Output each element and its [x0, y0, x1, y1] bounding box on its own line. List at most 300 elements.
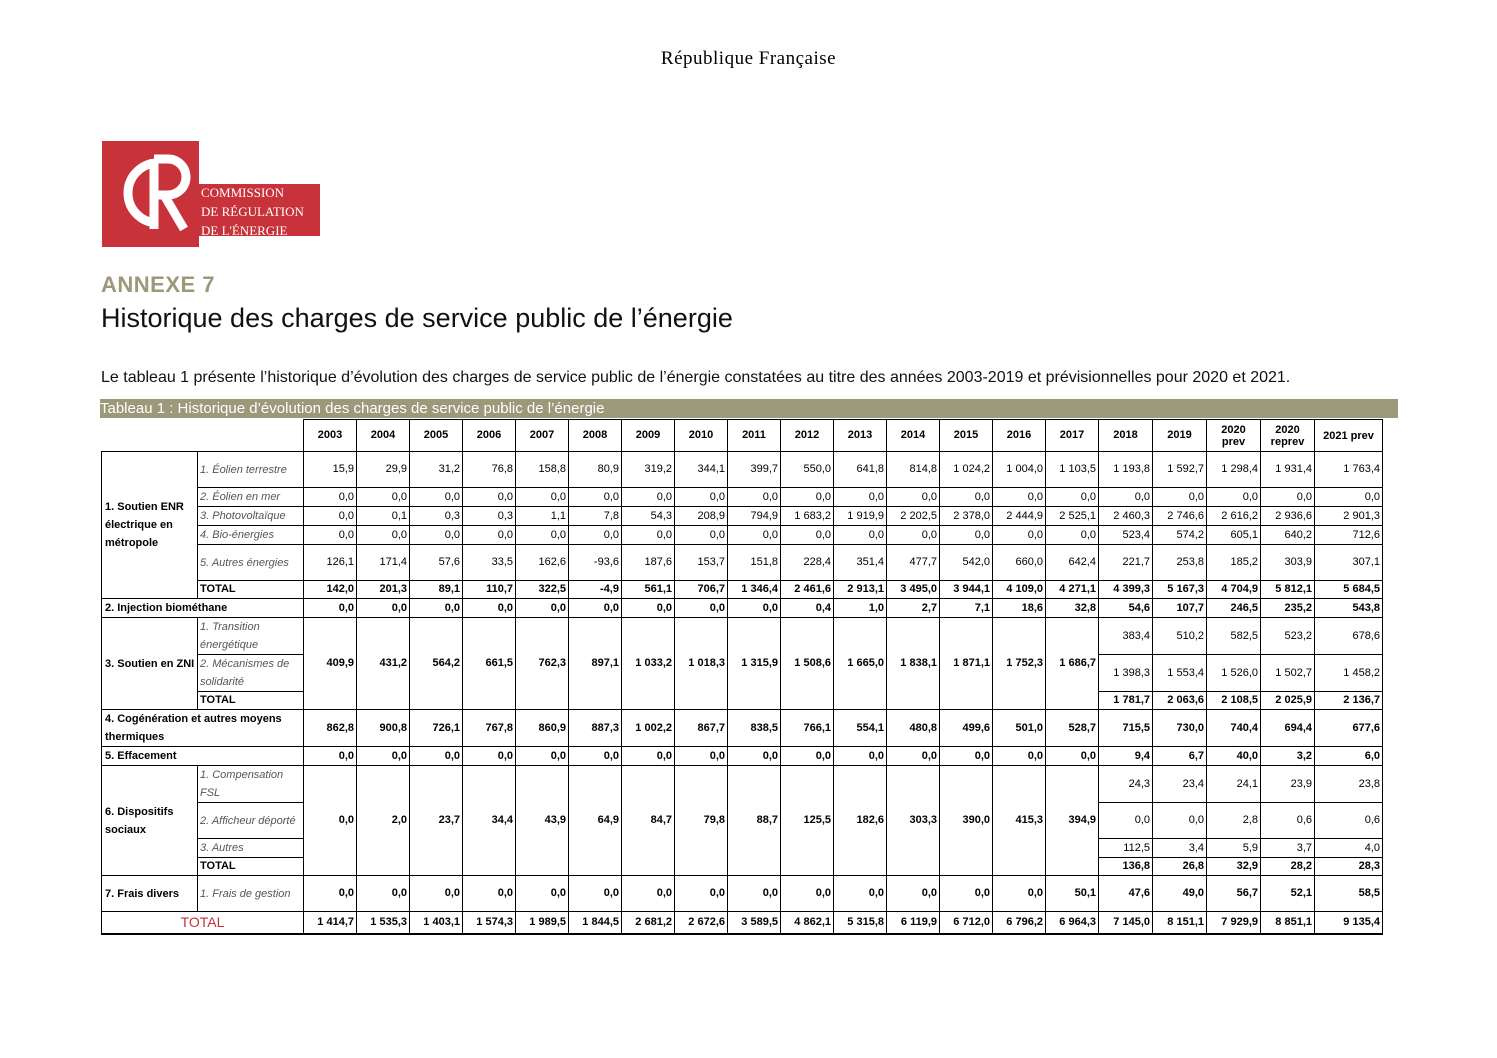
subcategory-label: 1. Compensation FSL	[198, 766, 304, 803]
table-cell: 0,0	[410, 526, 463, 545]
table-cell: 0,0	[1315, 488, 1383, 507]
table-cell: -93,6	[569, 545, 622, 581]
table-cell: 0,0	[781, 526, 834, 545]
table-cell: 171,4	[357, 545, 410, 581]
table-cell: 58,5	[1315, 876, 1383, 912]
table-cell: 0,0	[569, 488, 622, 507]
table-cell: 582,5	[1207, 618, 1261, 655]
table-cell: 1 592,7	[1153, 452, 1207, 488]
table-cell: 660,0	[993, 545, 1046, 581]
table-row	[102, 420, 1383, 452]
table-cell: 0,0	[622, 876, 675, 912]
table-cell: 1,1	[516, 507, 569, 526]
table-cell: 2 525,1	[1046, 507, 1099, 526]
grand-total-cell: 7 929,9	[1207, 912, 1261, 934]
table-cell: 860,9	[516, 710, 569, 747]
table-cell: 344,1	[675, 452, 728, 488]
table-cell: 31,2	[410, 452, 463, 488]
grand-total-label: TOTAL	[102, 912, 304, 934]
table-cell: 303,9	[1261, 545, 1315, 581]
category-label: 2. Injection biométhane	[102, 599, 304, 618]
header-blank	[102, 420, 304, 452]
table-cell: 897,1	[569, 618, 622, 710]
year-header: 2006	[463, 420, 516, 452]
table-cell: 5 812,1	[1261, 581, 1315, 599]
year-header: 2004	[357, 420, 410, 452]
table-cell: 1 931,4	[1261, 452, 1315, 488]
table-cell: 3,2	[1261, 747, 1315, 766]
table-cell: 110,7	[463, 581, 516, 599]
table-cell: 49,0	[1153, 876, 1207, 912]
table-cell: 112,5	[1099, 839, 1153, 858]
table-cell: 0,0	[728, 876, 781, 912]
table-cell: 142,0	[304, 581, 357, 599]
table-cell: 151,8	[728, 545, 781, 581]
table-cell: 0,0	[834, 488, 887, 507]
table-cell: 89,1	[410, 581, 463, 599]
table-cell: 0,0	[304, 766, 357, 876]
table-cell: 246,5	[1207, 599, 1261, 618]
table-cell: 0,0	[622, 747, 675, 766]
year-header: 2015	[940, 420, 993, 452]
category-label: 4. Cogénération et autres moyens thermiques	[102, 710, 304, 747]
table-cell: 208,9	[675, 507, 728, 526]
table-cell: 0,0	[304, 526, 357, 545]
table-cell: 1 838,1	[887, 618, 940, 710]
table-cell: 390,0	[940, 766, 993, 876]
table-cell: 7,8	[569, 507, 622, 526]
year-header: 2018	[1099, 420, 1153, 452]
table-cell: 0,0	[569, 526, 622, 545]
table-row	[102, 710, 1383, 747]
table-cell: 0,0	[569, 876, 622, 912]
table-cell: 1 683,2	[781, 507, 834, 526]
table-cell: 79,8	[675, 766, 728, 876]
table-cell: 0,0	[1261, 488, 1315, 507]
table-cell: 543,8	[1315, 599, 1383, 618]
annexe-label: ANNEXE 7	[101, 272, 216, 297]
grand-total-cell: 5 315,8	[834, 912, 887, 934]
table-cell: 54,6	[1099, 599, 1153, 618]
table-cell: 0,0	[304, 876, 357, 912]
table-cell: 23,4	[1153, 766, 1207, 803]
table-cell: 542,0	[940, 545, 993, 581]
table-cell: 15,9	[304, 452, 357, 488]
table-row	[102, 747, 1383, 766]
table-cell: 201,3	[357, 581, 410, 599]
table-cell: 0,0	[357, 488, 410, 507]
table-cell: 1 781,7	[1099, 692, 1153, 710]
table-cell: 0,0	[887, 747, 940, 766]
year-header: 2005	[410, 420, 463, 452]
table-cell: 182,6	[834, 766, 887, 876]
grand-total-cell: 2 672,6	[675, 912, 728, 934]
year-header: 2014	[887, 420, 940, 452]
table-cell: 394,9	[1046, 766, 1099, 876]
table-cell: 2 108,5	[1207, 692, 1261, 710]
table-cell: 0,0	[887, 526, 940, 545]
table-row	[102, 507, 1383, 526]
table-cell: -4,9	[569, 581, 622, 599]
table-cell: 32,8	[1046, 599, 1099, 618]
grand-total-cell: 6 119,9	[887, 912, 940, 934]
table-cell: 0,0	[887, 488, 940, 507]
category-label: 5. Effacement	[102, 747, 304, 766]
table-cell: 0,0	[463, 488, 516, 507]
table-cell: 303,3	[887, 766, 940, 876]
table-cell: 0,0	[569, 599, 622, 618]
table-row	[102, 526, 1383, 545]
table-cell: 1 103,5	[1046, 452, 1099, 488]
subcategory-label: 2. Mécanismes de solidarité	[198, 655, 304, 692]
table-cell: 307,1	[1315, 545, 1383, 581]
table-cell: 2,7	[887, 599, 940, 618]
table-cell: 0,0	[304, 599, 357, 618]
table-cell: 235,2	[1261, 599, 1315, 618]
table-cell: 409,9	[304, 618, 357, 710]
table-cell: 528,7	[1046, 710, 1099, 747]
subcategory-label: 1. Transition énergétique	[198, 618, 304, 655]
table-cell: 2 063,6	[1153, 692, 1207, 710]
table-cell: 0,0	[516, 747, 569, 766]
grand-total-cell: 8 151,1	[1153, 912, 1207, 934]
table-cell: 0,3	[410, 507, 463, 526]
table-cell: 383,4	[1099, 618, 1153, 655]
table-cell: 4 704,9	[1207, 581, 1261, 599]
table-cell: 253,8	[1153, 545, 1207, 581]
table-cell: 228,4	[781, 545, 834, 581]
table-cell: 399,7	[728, 452, 781, 488]
table-cell: 0,0	[1207, 488, 1261, 507]
grand-total-cell: 1 989,5	[516, 912, 569, 934]
table-cell: 64,9	[569, 766, 622, 876]
table-cell: 351,4	[834, 545, 887, 581]
table-cell: 605,1	[1207, 526, 1261, 545]
page-title: Historique des charges de service public de l’énergie	[101, 303, 733, 333]
grand-total-cell: 6 964,3	[1046, 912, 1099, 934]
table-caption: Tableau 1 : Historique d’évolution des charges de service public de l’énergie	[100, 399, 1398, 418]
table-cell: 2 746,6	[1153, 507, 1207, 526]
table-row	[102, 599, 1383, 618]
table-cell: 2 936,6	[1261, 507, 1315, 526]
category-label: 7. Frais divers	[102, 876, 198, 912]
table-cell: 1 346,4	[728, 581, 781, 599]
table-cell: 564,2	[410, 618, 463, 710]
subcategory-label: TOTAL	[198, 858, 304, 876]
table-cell: 706,7	[675, 581, 728, 599]
table-cell: 0,0	[728, 747, 781, 766]
table-cell: 84,7	[622, 766, 675, 876]
year-header: 2013	[834, 420, 887, 452]
table-cell: 1 024,2	[940, 452, 993, 488]
table-cell: 6,7	[1153, 747, 1207, 766]
table-cell: 740,4	[1207, 710, 1261, 747]
year-header: 2020 reprev	[1261, 420, 1315, 452]
table-cell: 0,0	[675, 747, 728, 766]
table-row	[102, 766, 1383, 803]
table-cell: 5 167,3	[1153, 581, 1207, 599]
table-cell: 0,0	[304, 507, 357, 526]
table-cell: 0,1	[357, 507, 410, 526]
table-cell: 0,0	[781, 876, 834, 912]
subcategory-label: 4. Bio-énergies	[198, 526, 304, 545]
table-cell: 642,4	[1046, 545, 1099, 581]
table-cell: 554,1	[834, 710, 887, 747]
table-cell: 1 298,4	[1207, 452, 1261, 488]
table-cell: 24,1	[1207, 766, 1261, 803]
year-header: 2012	[781, 420, 834, 452]
table-cell: 136,8	[1099, 858, 1153, 876]
table-cell: 0,0	[622, 599, 675, 618]
table-cell: 730,0	[1153, 710, 1207, 747]
table-cell: 0,0	[728, 599, 781, 618]
table-cell: 0,0	[622, 526, 675, 545]
table-cell: 510,2	[1153, 618, 1207, 655]
table-cell: 126,1	[304, 545, 357, 581]
grand-total-cell: 6 712,0	[940, 912, 993, 934]
table-cell: 661,5	[463, 618, 516, 710]
logo-line-3: DE L'ÉNERGIE	[201, 223, 288, 238]
table-cell: 4 109,0	[993, 581, 1046, 599]
table-cell: 28,3	[1315, 858, 1383, 876]
table-cell: 54,3	[622, 507, 675, 526]
table-cell: 838,5	[728, 710, 781, 747]
table-cell: 715,5	[1099, 710, 1153, 747]
table-cell: 2 202,5	[887, 507, 940, 526]
category-label: 6. Dispositifs sociaux	[102, 766, 198, 876]
table-cell: 1 018,3	[675, 618, 728, 710]
table-cell: 677,6	[1315, 710, 1383, 747]
table-cell: 0,0	[357, 876, 410, 912]
table-row	[102, 912, 1383, 934]
table-cell: 1 752,3	[993, 618, 1046, 710]
table-cell: 1 553,4	[1153, 655, 1207, 692]
table-cell: 3 944,1	[940, 581, 993, 599]
table-cell: 499,6	[940, 710, 993, 747]
table-cell: 523,2	[1261, 618, 1315, 655]
table-cell: 2 913,1	[834, 581, 887, 599]
subcategory-label: 3. Autres	[198, 839, 304, 858]
table-cell: 0,0	[940, 876, 993, 912]
table-cell: 0,0	[834, 747, 887, 766]
table-cell: 640,2	[1261, 526, 1315, 545]
table-cell: 0,0	[463, 526, 516, 545]
table-cell: 0,0	[1153, 803, 1207, 839]
table-cell: 0,0	[569, 747, 622, 766]
table-cell: 2 616,2	[1207, 507, 1261, 526]
table-cell: 0,0	[357, 747, 410, 766]
year-header: 2009	[622, 420, 675, 452]
table-cell: 33,5	[463, 545, 516, 581]
table-cell: 0,0	[728, 488, 781, 507]
table-cell: 678,6	[1315, 618, 1383, 655]
table-cell: 1 458,2	[1315, 655, 1383, 692]
table-cell: 480,8	[887, 710, 940, 747]
table-cell: 18,6	[993, 599, 1046, 618]
table-cell: 4,0	[1315, 839, 1383, 858]
table-cell: 550,0	[781, 452, 834, 488]
table-cell: 0,0	[357, 526, 410, 545]
table-cell: 0,0	[993, 747, 1046, 766]
table-cell: 501,0	[993, 710, 1046, 747]
table-cell: 3,4	[1153, 839, 1207, 858]
grand-total-cell: 1 844,5	[569, 912, 622, 934]
subcategory-label: TOTAL	[198, 692, 304, 710]
table-cell: 0,0	[463, 876, 516, 912]
table-cell: 6,0	[1315, 747, 1383, 766]
table-cell: 4 399,3	[1099, 581, 1153, 599]
grand-total-cell: 6 796,2	[993, 912, 1046, 934]
table-cell: 0,0	[463, 747, 516, 766]
logo-line-2: DE RÉGULATION	[201, 204, 304, 219]
table-cell: 1 004,0	[993, 452, 1046, 488]
table-cell: 0,0	[940, 526, 993, 545]
table-cell: 319,2	[622, 452, 675, 488]
table-cell: 3 495,0	[887, 581, 940, 599]
table-cell: 29,9	[357, 452, 410, 488]
table-cell: 0,0	[940, 747, 993, 766]
grand-total-cell: 2 681,2	[622, 912, 675, 934]
year-header: 2019	[1153, 420, 1207, 452]
table-cell: 1 398,3	[1099, 655, 1153, 692]
table-cell: 0,0	[887, 876, 940, 912]
table-cell: 0,0	[993, 876, 1046, 912]
table-cell: 1 919,9	[834, 507, 887, 526]
table-cell: 40,0	[1207, 747, 1261, 766]
table-cell: 0,0	[410, 488, 463, 507]
table-cell: 762,3	[516, 618, 569, 710]
table-cell: 23,7	[410, 766, 463, 876]
grand-total-cell: 8 851,1	[1261, 912, 1315, 934]
cre-logo	[102, 141, 320, 247]
year-header: 2017	[1046, 420, 1099, 452]
table-cell: 0,0	[993, 526, 1046, 545]
table-cell: 185,2	[1207, 545, 1261, 581]
table-cell: 0,4	[781, 599, 834, 618]
table-row	[102, 545, 1383, 581]
table-cell: 862,8	[304, 710, 357, 747]
table-cell: 0,0	[728, 526, 781, 545]
table-cell: 0,0	[834, 876, 887, 912]
table-cell: 1 315,9	[728, 618, 781, 710]
table-row	[102, 452, 1383, 488]
table-cell: 431,2	[357, 618, 410, 710]
table-cell: 0,0	[304, 747, 357, 766]
table-cell: 56,7	[1207, 876, 1261, 912]
table-cell: 2 136,7	[1315, 692, 1383, 710]
subcategory-label: 2. Éolien en mer	[198, 488, 304, 507]
table-cell: 322,5	[516, 581, 569, 599]
table-cell: 0,0	[781, 747, 834, 766]
table-cell: 2,0	[357, 766, 410, 876]
table-cell: 107,7	[1153, 599, 1207, 618]
table-cell: 80,9	[569, 452, 622, 488]
table-cell: 0,0	[675, 876, 728, 912]
table-cell: 7,1	[940, 599, 993, 618]
table-cell: 0,0	[940, 488, 993, 507]
table-cell: 158,8	[516, 452, 569, 488]
table-cell: 0,0	[675, 526, 728, 545]
table-cell: 5 684,5	[1315, 581, 1383, 599]
table-cell: 0,0	[1099, 488, 1153, 507]
table-cell: 0,0	[410, 747, 463, 766]
table-cell: 2 901,3	[1315, 507, 1383, 526]
table-cell: 76,8	[463, 452, 516, 488]
table-cell: 1,0	[834, 599, 887, 618]
table-cell: 887,3	[569, 710, 622, 747]
table-cell: 24,3	[1099, 766, 1153, 803]
table-cell: 0,0	[675, 599, 728, 618]
table-cell: 0,0	[516, 526, 569, 545]
year-header: 2016	[993, 420, 1046, 452]
table-cell: 0,0	[781, 488, 834, 507]
table-cell: 187,6	[622, 545, 675, 581]
table-cell: 3,7	[1261, 839, 1315, 858]
category-label: 3. Soutien en ZNI	[102, 618, 198, 710]
table-cell: 32,9	[1207, 858, 1261, 876]
table-cell: 1 193,8	[1099, 452, 1153, 488]
table-cell: 477,7	[887, 545, 940, 581]
table-cell: 1 686,7	[1046, 618, 1099, 710]
table-cell: 1 502,7	[1261, 655, 1315, 692]
year-header: 2021 prev	[1315, 420, 1383, 452]
year-header: 2008	[569, 420, 622, 452]
table-cell: 0,0	[993, 488, 1046, 507]
table-cell: 561,1	[622, 581, 675, 599]
table-cell: 0,3	[463, 507, 516, 526]
table-cell: 52,1	[1261, 876, 1315, 912]
table-cell: 57,6	[410, 545, 463, 581]
table-cell: 415,3	[993, 766, 1046, 876]
grand-total-cell: 4 862,1	[781, 912, 834, 934]
table-cell: 2 460,3	[1099, 507, 1153, 526]
year-header: 2020 prev	[1207, 420, 1261, 452]
table-cell: 47,6	[1099, 876, 1153, 912]
grand-total-cell: 3 589,5	[728, 912, 781, 934]
table-row	[102, 618, 1383, 655]
table-cell: 2,8	[1207, 803, 1261, 839]
grand-total-cell: 1 414,7	[304, 912, 357, 934]
table-cell: 2 025,9	[1261, 692, 1315, 710]
table-cell: 867,7	[675, 710, 728, 747]
year-header: 2011	[728, 420, 781, 452]
table-cell: 0,6	[1315, 803, 1383, 839]
category-label: 1. Soutien ENR électrique en métropole	[102, 452, 198, 599]
table-cell: 712,6	[1315, 526, 1383, 545]
table-cell: 162,6	[516, 545, 569, 581]
table-cell: 767,8	[463, 710, 516, 747]
table-cell: 221,7	[1099, 545, 1153, 581]
table-cell: 26,8	[1153, 858, 1207, 876]
table-cell: 43,9	[516, 766, 569, 876]
grand-total-cell: 1 403,1	[410, 912, 463, 934]
table-cell: 1 002,2	[622, 710, 675, 747]
table-cell: 0,0	[1099, 803, 1153, 839]
republique-francaise: République Française	[660, 48, 837, 69]
subcategory-label: 5. Autres énergies	[198, 545, 304, 581]
intro-paragraph: Le tableau 1 présente l’historique d’évolution des charges de service public de l’énergie constatées au titre des années 2003-2019 et prévisionnelles pour 2020 et 2021.	[101, 369, 1291, 386]
table-cell: 0,0	[1046, 526, 1099, 545]
table-cell: 9,4	[1099, 747, 1153, 766]
table-cell: 2 461,6	[781, 581, 834, 599]
logo-line-1: COMMISSION	[201, 185, 285, 200]
table-cell: 0,0	[304, 488, 357, 507]
subcategory-label: 1. Éolien terrestre	[198, 452, 304, 488]
table-cell: 1 871,1	[940, 618, 993, 710]
table-cell: 766,1	[781, 710, 834, 747]
subcategory-label: 1. Frais de gestion	[198, 876, 304, 912]
table-cell: 50,1	[1046, 876, 1099, 912]
